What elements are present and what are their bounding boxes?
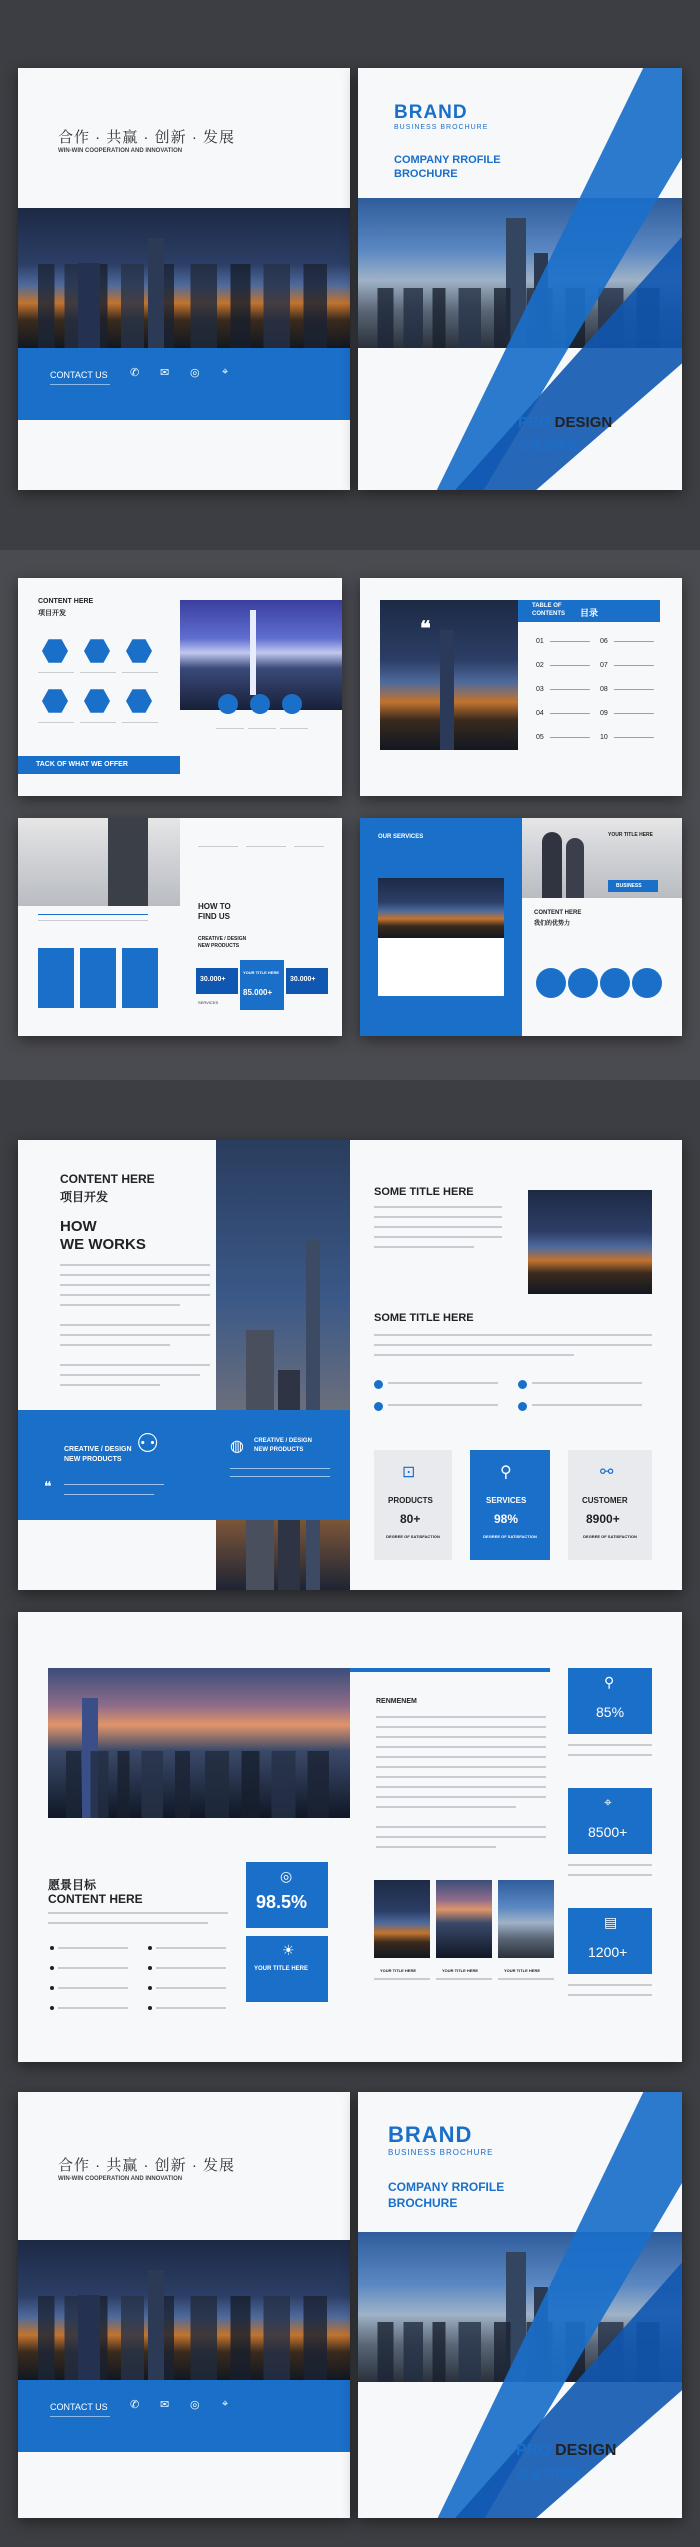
text-line (376, 1796, 546, 1798)
big-stat-value: 98.5% (256, 1892, 308, 1912)
text-line (376, 1776, 546, 1778)
skyline-shape (18, 264, 350, 348)
profile-title-line2: BROCHURE (394, 168, 458, 180)
text-line (64, 1484, 164, 1485)
text-line (156, 2007, 226, 2009)
web-icon: ◎ (190, 367, 200, 379)
bullet (50, 1946, 54, 1950)
text-line (80, 722, 116, 723)
tower-shape (148, 2270, 164, 2380)
toc-number: 07 (600, 662, 608, 669)
stat-title: YOUR TITLE HERE (243, 970, 280, 975)
divider (50, 384, 110, 385)
pin-icon: ⚲ (604, 1674, 615, 1690)
text-line (568, 1754, 652, 1756)
bullet (50, 1966, 54, 1970)
text-line (60, 1324, 210, 1326)
text-line (374, 1978, 430, 1980)
content-cn-heading: 我们的优势力 (534, 921, 571, 927)
title-card (246, 1936, 328, 2002)
text-line (294, 846, 324, 847)
slogan-cn: 合作 · 共赢 · 创新 · 发展 (58, 2157, 235, 2174)
toc-line (614, 713, 654, 714)
vision-cn-heading: 愿景目标 (48, 1878, 97, 1892)
content-here-heading: CONTENT HERE (60, 1172, 155, 1186)
business-tag (608, 880, 658, 892)
cover-blue-strip (18, 2380, 350, 2452)
toc-number: 04 (536, 710, 544, 717)
toc-photo (380, 600, 518, 750)
text-line (248, 728, 276, 729)
bullet (148, 1946, 152, 1950)
tower-shape (78, 263, 100, 348)
text-line (198, 846, 238, 847)
text-line (374, 1226, 502, 1228)
new-products-label: NEW PRODUCTS (198, 943, 240, 949)
feature-card (80, 948, 116, 1008)
text-line (376, 1806, 516, 1808)
cover-city-photo (18, 208, 350, 348)
text-line (122, 672, 158, 673)
design-word: DESIGN (550, 2442, 617, 2459)
side-stat-card (568, 1788, 652, 1854)
business-label: BUSINESS (616, 883, 642, 889)
bullet (148, 2006, 152, 2010)
hex-icon (42, 638, 68, 664)
text-line (376, 1836, 546, 1838)
text-line (436, 1978, 492, 1980)
business-people-photo (522, 818, 682, 898)
stat-sub: DEGREE OF SATISFACTION (483, 1534, 537, 1539)
text-line (568, 1994, 652, 1996)
text-line (60, 1374, 200, 1376)
check-icon (518, 1402, 527, 1411)
new-products-label: NEW PRODUCTS (64, 1456, 122, 1463)
side-stat-card (568, 1908, 652, 1974)
feature-card (38, 948, 74, 1008)
slogan-en: WIN-WIN COOPERATION AND INNOVATION (58, 148, 183, 154)
text-line (48, 1922, 208, 1924)
stat-value: 30.000+ (290, 976, 316, 983)
contact-label: CONTACT US (50, 370, 108, 380)
text-line (376, 1716, 546, 1718)
text-line (568, 1864, 652, 1866)
toc-number: 03 (536, 686, 544, 693)
creative-banner (18, 1410, 350, 1520)
white-card (378, 938, 504, 996)
pro-design-title (518, 414, 612, 431)
toc-number: 08 (600, 686, 608, 693)
creative-label-b: CREATIVE / DESIGN (254, 1438, 312, 1444)
some-title-2: SOME TITLE HERE (374, 1312, 474, 1324)
our-services-title: OUR SERVICES (378, 834, 424, 840)
spread6-page (18, 1612, 682, 2062)
spread5-page (18, 1140, 682, 1590)
slogan-cn: 合作 · 共赢 · 创新 · 发展 (58, 129, 235, 146)
stat-card-customer (568, 1450, 652, 1560)
spread4-page (360, 818, 682, 1036)
text-line (498, 1978, 554, 1980)
side-stat-value: 1200+ (588, 1944, 628, 1960)
stat-label: PRODUCTS (388, 1496, 433, 1505)
side-stat-card (568, 1668, 652, 1734)
text-line (374, 1236, 502, 1238)
text-line (60, 1334, 210, 1336)
text-line (374, 1354, 574, 1356)
phone-icon: ✆ (130, 367, 140, 379)
quote-icon: ❝ (420, 618, 431, 640)
text-line (122, 722, 158, 723)
feature-card (122, 948, 158, 1008)
text-line (60, 1344, 170, 1346)
text-line (376, 1756, 546, 1758)
toc-cn: 目录 (580, 608, 599, 618)
text-line (374, 1344, 652, 1346)
text-line (532, 1404, 642, 1406)
text-line (58, 1987, 128, 1989)
find-us-title: FIND US (198, 912, 230, 921)
spread3-page (18, 818, 342, 1036)
cover-back-page (18, 68, 350, 490)
round-icon (218, 694, 238, 714)
stat-value: 8900+ (586, 1512, 620, 1526)
brand-logo-text: BRAND (394, 102, 468, 123)
brand-logo-text: BRAND (388, 2122, 473, 2147)
text-line (388, 1382, 498, 1384)
cover-city-photo (18, 2240, 350, 2380)
toc-number: 01 (536, 638, 544, 645)
text-line (156, 1987, 226, 1989)
brand-subtitle: BUSINESS BROCHURE (394, 124, 489, 131)
person-shape (542, 832, 562, 898)
text-line (60, 1264, 210, 1266)
location-icon: ⌖ (604, 1794, 612, 1810)
content-here-heading: CONTENT HERE (48, 1892, 143, 1906)
check-icon (374, 1402, 383, 1411)
stat-sub: DEGREE OF SATISFACTION (583, 1534, 637, 1539)
text-line (64, 1494, 154, 1495)
toc-number: 06 (600, 638, 608, 645)
service-circle (632, 968, 662, 998)
mail-icon: ✉ (160, 2399, 170, 2411)
text-line (38, 920, 148, 921)
monitor-icon: ⊡ (402, 1464, 416, 1481)
pro-word: PRO (516, 2442, 551, 2459)
text-line (376, 1746, 546, 1748)
web-icon: ◎ (190, 2399, 200, 2411)
text-line (374, 1246, 474, 1248)
contact-label: CONTACT US (50, 2402, 108, 2412)
text-line (376, 1736, 546, 1738)
cover-front-page (358, 68, 682, 490)
profile-title-line1: COMPANY RROFILE (388, 2180, 505, 2194)
text-line (58, 1967, 128, 1969)
title-here-label: YOUR TITLE HERE (254, 1966, 309, 1972)
text-line (60, 1384, 160, 1386)
text-line (388, 1404, 498, 1406)
renmenem-heading: RENMENEM (376, 1698, 417, 1705)
check-icon (374, 1380, 383, 1389)
text-line (376, 1766, 546, 1768)
quote-icon: ❝ (44, 1478, 52, 1494)
content-here-heading: CONTENT HERE (38, 598, 94, 605)
bullet (148, 1966, 152, 1970)
cover-blue-strip (18, 348, 350, 420)
tower-shape (148, 238, 164, 348)
toc-number: 10 (600, 734, 608, 741)
text-line (60, 1364, 210, 1366)
handshake-photo (18, 818, 180, 906)
text-line (156, 1967, 226, 1969)
hex-icon (126, 638, 152, 664)
bullet (148, 1986, 152, 1990)
new-products-label-b: NEW PRODUCTS (254, 1447, 304, 1453)
tack-label: TACK OF WHAT WE OFFER (36, 761, 128, 768)
bulb-icon: ☀ (282, 1942, 295, 1958)
round-icon (282, 694, 302, 714)
cover-back-page-bottom (18, 2092, 350, 2518)
photo-title: YOUR TITLE HERE (442, 1968, 479, 1973)
toc-line (614, 737, 654, 738)
text-line (246, 846, 286, 847)
globe-icon: ◍ (230, 1438, 244, 1455)
creative-label: CREATIVE / DESIGN (64, 1446, 132, 1453)
text-line (60, 1294, 210, 1296)
hex-icon (84, 638, 110, 664)
text-line (376, 1846, 496, 1848)
profile-title-line1: COMPANY RROFILE (394, 154, 501, 166)
building-photo (378, 878, 504, 938)
how-to-title: HOW TO (198, 902, 231, 911)
profile-title-line2: BROCHURE (388, 2196, 458, 2210)
stat-value: 30.000+ (200, 976, 226, 983)
stat-card-products (374, 1450, 452, 1560)
title-cn: 企业宣传册 (516, 2467, 582, 2482)
slogan-en: WIN-WIN COOPERATION AND INNOVATION (58, 2176, 183, 2182)
services-label: SERVICES (198, 1000, 219, 1005)
location-icon: ⌖ (222, 366, 229, 378)
text-line (38, 672, 74, 673)
text-line (58, 1947, 128, 1949)
stat-label: CUSTOMER (582, 1496, 628, 1505)
toc-line (614, 665, 654, 666)
user-icon: ⚲ (500, 1464, 512, 1481)
big-stat-card (246, 1862, 328, 1928)
bridge-pylon (250, 610, 256, 695)
text-line (568, 1984, 652, 1986)
tack-banner (18, 756, 180, 774)
night-city-photo (528, 1190, 652, 1294)
photo-title: YOUR TITLE HERE (504, 1968, 541, 1973)
service-circle (600, 968, 630, 998)
text-line (60, 1284, 210, 1286)
text-line (38, 914, 148, 915)
content-here-heading: CONTENT HERE (534, 910, 582, 916)
toc-line (550, 713, 590, 714)
city-tower-photo (216, 1140, 350, 1590)
text-line (374, 1206, 502, 1208)
toc-number: 05 (536, 734, 544, 741)
photo-title: YOUR TITLE HERE (380, 1968, 417, 1973)
text-line (230, 1468, 330, 1469)
toc-line (614, 689, 654, 690)
stat-box (196, 968, 238, 994)
text-line (376, 1826, 546, 1828)
person-shape (566, 838, 584, 898)
tower-shape (78, 2295, 100, 2380)
stat-sub: DEGREE OF SATISFACTION (386, 1534, 440, 1539)
stat-box-highlight (240, 960, 284, 1010)
stat-label: SERVICES (486, 1496, 527, 1505)
text-line (80, 672, 116, 673)
suit-shape (108, 818, 148, 906)
text-line (568, 1874, 652, 1876)
target-icon: ◎ (280, 1868, 293, 1884)
creative-label: CREATIVE / DESIGN (198, 936, 247, 942)
toc-label: TABLE OF (532, 603, 562, 609)
pro-design-title (516, 2442, 616, 2460)
stat-value: 80+ (400, 1512, 421, 1526)
text-line (230, 1476, 330, 1477)
services-panel (360, 818, 522, 1036)
hex-icon (84, 688, 110, 714)
tower-shape (440, 630, 454, 750)
text-line (58, 2007, 128, 2009)
toc-number: 02 (536, 662, 544, 669)
text-line (280, 728, 308, 729)
text-line (376, 1786, 546, 1788)
spread2-page (360, 578, 682, 796)
text-line (60, 1304, 180, 1306)
hex-icon (126, 688, 152, 714)
side-stat-value: 85% (596, 1704, 625, 1720)
network-icon: ⚇ (136, 1428, 160, 1458)
content-cn-heading: 项目开发 (38, 610, 66, 617)
spread1-page (18, 578, 342, 796)
text-line (374, 1334, 652, 1336)
hex-icon (42, 688, 68, 714)
pro-word: PRO (518, 414, 551, 431)
service-circle (536, 968, 566, 998)
toc-line (550, 665, 590, 666)
stat-card-services (470, 1450, 550, 1560)
gallery-photo (498, 1880, 554, 1958)
round-icon (250, 694, 270, 714)
design-word: DESIGN (550, 414, 613, 431)
text-line (216, 728, 244, 729)
how-heading: HOW (60, 1218, 97, 1235)
brand-subtitle: BUSINESS BROCHURE (388, 2148, 494, 2157)
title-cn: 企业宣传册 (518, 438, 579, 452)
stat-box (286, 968, 328, 994)
we-works-heading: WE WORKS (60, 1236, 146, 1253)
toc-line (550, 737, 590, 738)
content-cn-heading: 项目开发 (60, 1190, 109, 1204)
text-line (48, 1912, 228, 1914)
text-line (532, 1382, 642, 1384)
cover-front-page-bottom (358, 2092, 682, 2518)
location-icon: ⌖ (222, 2398, 229, 2410)
text-line (60, 1274, 210, 1276)
toc-number: 09 (600, 710, 608, 717)
mail-icon: ✉ (160, 367, 170, 379)
text-line (568, 1744, 652, 1746)
phone-icon: ✆ (130, 2399, 140, 2411)
text-line (374, 1216, 502, 1218)
toc-line (550, 641, 590, 642)
toc-label-2: CONTENTS (532, 611, 565, 617)
text-line (376, 1726, 546, 1728)
service-circle (568, 968, 598, 998)
stat-value: 85.000+ (243, 988, 273, 997)
skyline-shape (18, 2296, 350, 2380)
chart-icon: ▤ (604, 1914, 618, 1930)
some-title-1: SOME TITLE HERE (374, 1186, 474, 1198)
toc-line (614, 641, 654, 642)
check-icon (518, 1380, 527, 1389)
stat-value: 98% (494, 1512, 519, 1526)
skyline-shape (48, 1751, 350, 1819)
bullet (50, 2006, 54, 2010)
hierarchy-icon: ⚯ (600, 1464, 614, 1481)
toc-banner (518, 600, 660, 622)
divider (50, 2416, 110, 2417)
header-strip (350, 1668, 550, 1672)
text-line (156, 1947, 226, 1949)
gallery-photo (436, 1880, 492, 1958)
skyline-sunset-photo (48, 1668, 350, 1818)
gallery-photo (374, 1880, 430, 1958)
title-here: YOUR TITLE HERE (608, 832, 654, 838)
side-stat-value: 8500+ (588, 1824, 628, 1840)
bullet (50, 1986, 54, 1990)
toc-line (550, 689, 590, 690)
text-line (38, 722, 74, 723)
